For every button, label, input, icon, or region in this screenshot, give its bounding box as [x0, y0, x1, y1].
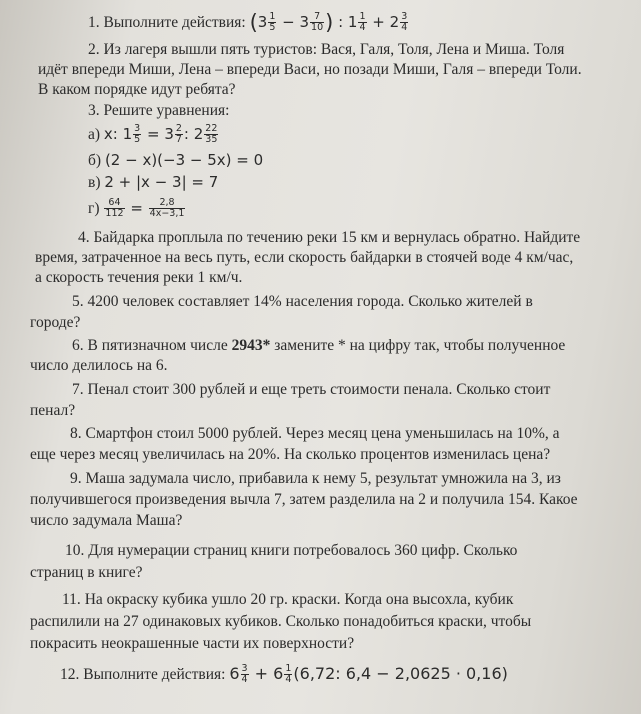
task-5-line-2: городе?: [30, 314, 81, 331]
equation-a-expression: x: 1 $\frac{3}{5}$ = 3 $\frac{2}{7}$ : 2 $\frac{22}{35}$: [103, 123, 218, 145]
task-2-line-2: идёт впереди Миши, Лена – впереди Васи, но позади Миши, Галя – впереди Толи.: [38, 61, 582, 78]
task-12-expression-tail: (6,72: 6,4 − 2,0625 · 0,16): [293, 664, 508, 683]
task-4-line-1: [78, 228, 580, 248]
task-number: 9.: [70, 470, 82, 487]
task-text: На окраску кубика ушло 20 гр. краски. Когда она высохла, кубик: [84, 591, 514, 608]
task-text: Смартфон стоил 5000 рублей. Через месяц цена уменьшилась на 10%, а: [85, 425, 560, 442]
task-text: Из лагеря вышли пять туристов: Вася, Галя, Толя, Лена и Миша. Толя: [103, 41, 565, 58]
task-12-expression: 6 $\frac{3}{4}$ + 6 $\frac{1}{4}$ (6,72: 6,4 − 2,0625 · 0,16): [229, 663, 508, 685]
task-12: [60, 664, 508, 685]
task-9-line-2: получившегося произведения вычла 7, затем разделила на 2 и получила 154. Какое: [30, 491, 578, 508]
equation-d: [88, 198, 186, 219]
task-text: Пенал стоит 300 рублей и еще треть стоимости пенала. Сколько стоит: [87, 381, 551, 398]
task-number: 5.: [72, 293, 84, 310]
equation-b-expression: (2 − x)(−3 − 5x) = 0: [104, 151, 264, 169]
equation-c: [88, 172, 218, 193]
number-bold: 2943*: [231, 337, 271, 354]
task-10-line-1: [65, 541, 517, 561]
task-10-line-2: страниц в книге?: [30, 564, 143, 581]
task-number: 6.: [72, 337, 84, 354]
task-9-line-3: число задумала Маша?: [30, 512, 183, 529]
item-label: б): [88, 152, 102, 169]
task-11-line-2: распилили на 27 одинаковых кубиков. Сколько понадобиться краски, чтобы: [30, 613, 532, 630]
task-text: Решите уравнения:: [103, 102, 230, 119]
task-6-line-2: число делилось на 6.: [30, 357, 168, 374]
task-number: 12.: [60, 666, 80, 683]
task-number: 3.: [88, 102, 100, 119]
task-2-line-3: В каком порядке идут ребята?: [38, 81, 236, 98]
task-number: 11.: [62, 591, 81, 608]
task-4-line-2: время, затраченное на весь путь, если скорость байдарки в стоячей воде 4 км/час,: [35, 249, 574, 266]
task-11-line-3: покрасить неокрашенные части их поверхности?: [30, 635, 355, 652]
task-3-title: [88, 101, 229, 121]
task-5-line-1: [72, 292, 533, 312]
task-text: В пятизначном числе: [87, 337, 228, 354]
equation-c-expression: 2 + |x − 3| = 7: [104, 173, 219, 191]
equation-b: [88, 150, 263, 171]
task-1-expression: (3 $\frac{1}{5}$ − 3 $\frac{7}{10}$ ) : 1 $\frac{1}{4}$ + 2 $\frac{3}{4}$: [249, 10, 408, 35]
item-label: в): [88, 174, 101, 191]
task-text: Маша задумала число, прибавила к нему 5, результат умножила на 3, из: [85, 470, 561, 487]
task-11-line-1: [62, 590, 513, 610]
task-number: 8.: [70, 425, 82, 442]
task-text: 4200 человек составляет 14% населения города. Сколько жителей в: [87, 293, 533, 310]
task-8-line-1: [70, 424, 560, 444]
task-7-line-1: [72, 380, 550, 400]
task-text: замените * на цифру так, чтобы полученное: [274, 337, 566, 354]
task-8-line-2: еще через месяц увеличилась на 20%. На сколько процентов изменилась цена?: [30, 446, 551, 463]
task-1: [88, 12, 409, 33]
equation-a: [88, 124, 219, 145]
task-2-line-1: [88, 40, 564, 60]
task-number: 7.: [72, 381, 84, 398]
equation-d-expression: $\frac{64}{112}$ = $\frac{2,8}{4x-3,1}$: [105, 197, 185, 219]
task-text: Выполните действия:: [83, 666, 226, 683]
task-text: Для нумерации страниц книги потребовалось 360 цифр. Сколько: [88, 542, 518, 559]
task-number: 4.: [78, 229, 90, 246]
task-text: Выполните действия:: [103, 14, 246, 31]
task-4-line-3: а скорость течения реки 1 км/ч.: [35, 269, 243, 286]
task-number: 1.: [88, 14, 100, 31]
task-7-line-2: пенал?: [30, 402, 76, 419]
task-text: Байдарка проплыла по течению реки 15 км и вернулась обратно. Найдите: [93, 229, 581, 246]
item-label: а): [88, 126, 101, 143]
task-number: 2.: [88, 41, 100, 58]
task-6-line-1: [72, 336, 565, 356]
item-label: г): [88, 200, 100, 217]
task-9-line-1: [70, 469, 561, 489]
task-number: 10.: [65, 542, 85, 559]
